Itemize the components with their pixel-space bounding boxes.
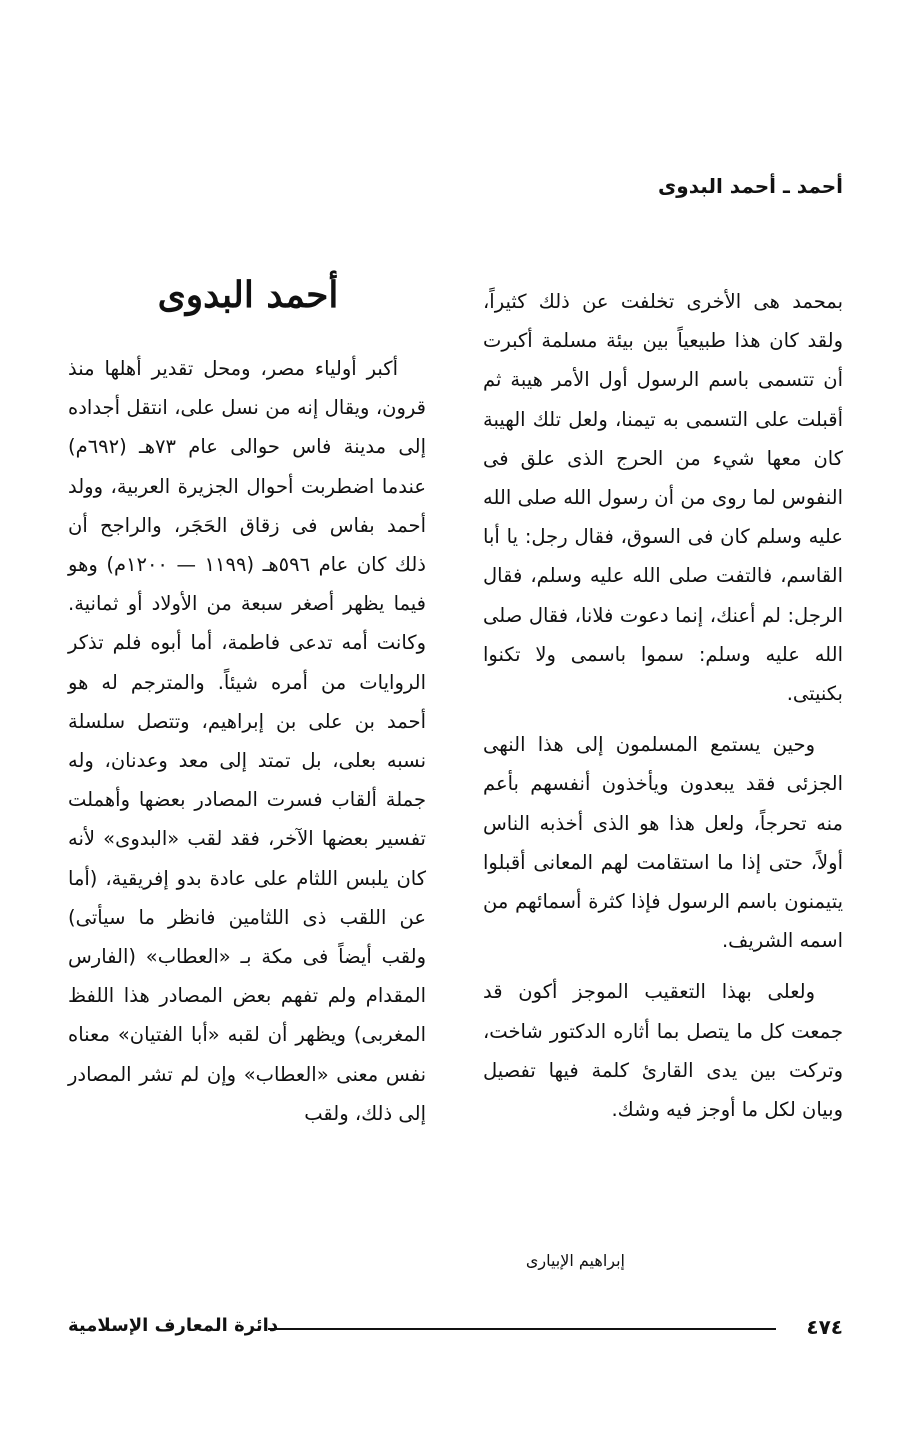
left-paragraph: أكبر أولياء مصر، ومحل تقدير أهلها منذ قرون، ويقال إنه من نسل على، انتقل أجداده إلى مدينة فاس حوالى عام ٧٣هـ (٦٩٢م) عندما اضطربت أحوال الجزيرة العربية، وولد أحمد بفاس فى زقاق الحَجَر، والراجح أن ذلك كان عام ٥٩٦هـ (١١٩٩ — ١٢٠٠م) وهو فيما يظهر أصغر سبعة من الأولاد أو ثمانية. وكانت أمه تدعى فاطمة، أما أبوه فلم تذكر الروايات من أمره شيئاً. والمترجم له هو أحمد بن على بن إبراهيم، وتتصل سلسلة نسبه بعلى، بل تمتد إلى معد وعدنان، وله جملة ألقاب فسرت المصادر بعضها وأهملت تفسير بعضها الآخر، فقد لقب «البدوى» لأنه كان يلبس اللثام على عادة بدو إفريقية، (أما عن اللقب ذى اللثامين فانظر ما سيأتى) ولقب أيضاً فى مكة بـ «العطاب» (الفارس المقدام ولم تفهم بعض المصادر هذا اللفظ المغربى) ويظهر أن لقبه «أبا الفتيان» معناه نفس معنى «العطاب» وإن لم تشر المصادر إلى ذلك، ولقب bbox=[68, 357, 426, 1125]
left-column bbox=[68, 349, 426, 1133]
article-title: أحمد البدوى bbox=[157, 274, 339, 316]
running-head: أحمد ـ أحمد البدوى bbox=[657, 174, 843, 198]
right-paragraph-1: بمحمد هى الأخرى تخلفت عن ذلك كثيراً، ولقد كان هذا طبيعياً بين بيئة مسلمة أكبرت أن تتسمى باسم الرسول أول الأمر هيبة ثم أقبلت على التسمى به تيمنا، ولعل تلك الهيبة كان معها شيء من الحرج الذى علق فى النفوس لما روى من أن رسول الله صلى الله عليه وسلم كان فى السوق، فقال رجل: يا أبا القاسم، فالتفت صلى الله عليه وسلم، فقال الرجل: لم أعنك، إنما دعوت فلانا، فقال صلى الله عليه وسلم: سموا باسمى ولا تكنوا بكنيتى. bbox=[483, 290, 843, 706]
right-paragraph-3: ولعلى بهذا التعقيب الموجز أكون قد جمعت كل ما يتصل بما أثاره الدكتور شاخت، وتركت بين يدى القارئ كلمة فيها تفصيل وبيان لكل ما أوجز فيه وشك. bbox=[483, 980, 843, 1122]
right-column bbox=[483, 282, 843, 1129]
right-paragraph-2: وحين يستمع المسلمون إلى هذا النهى الجزئى فقد يبعدون ويأخذون أنفسهم بأعم منه تحرجاً، ولعل هذا هو الذى أخذبه الناس أولاً، حتى إذا ما استقامت لهم المعانى أقبلوا يتيمنون باسم الرسول فإذا كثرة أسمائهم من اسمه الشريف. bbox=[483, 733, 843, 953]
footer-publication-title: دائرة المعارف الإسلامية bbox=[68, 1315, 279, 1336]
footer-rule bbox=[268, 1328, 776, 1330]
page-number: ٤٧٤ bbox=[806, 1315, 843, 1339]
author-signature: إبراهيم الإبيارى bbox=[525, 1251, 625, 1270]
